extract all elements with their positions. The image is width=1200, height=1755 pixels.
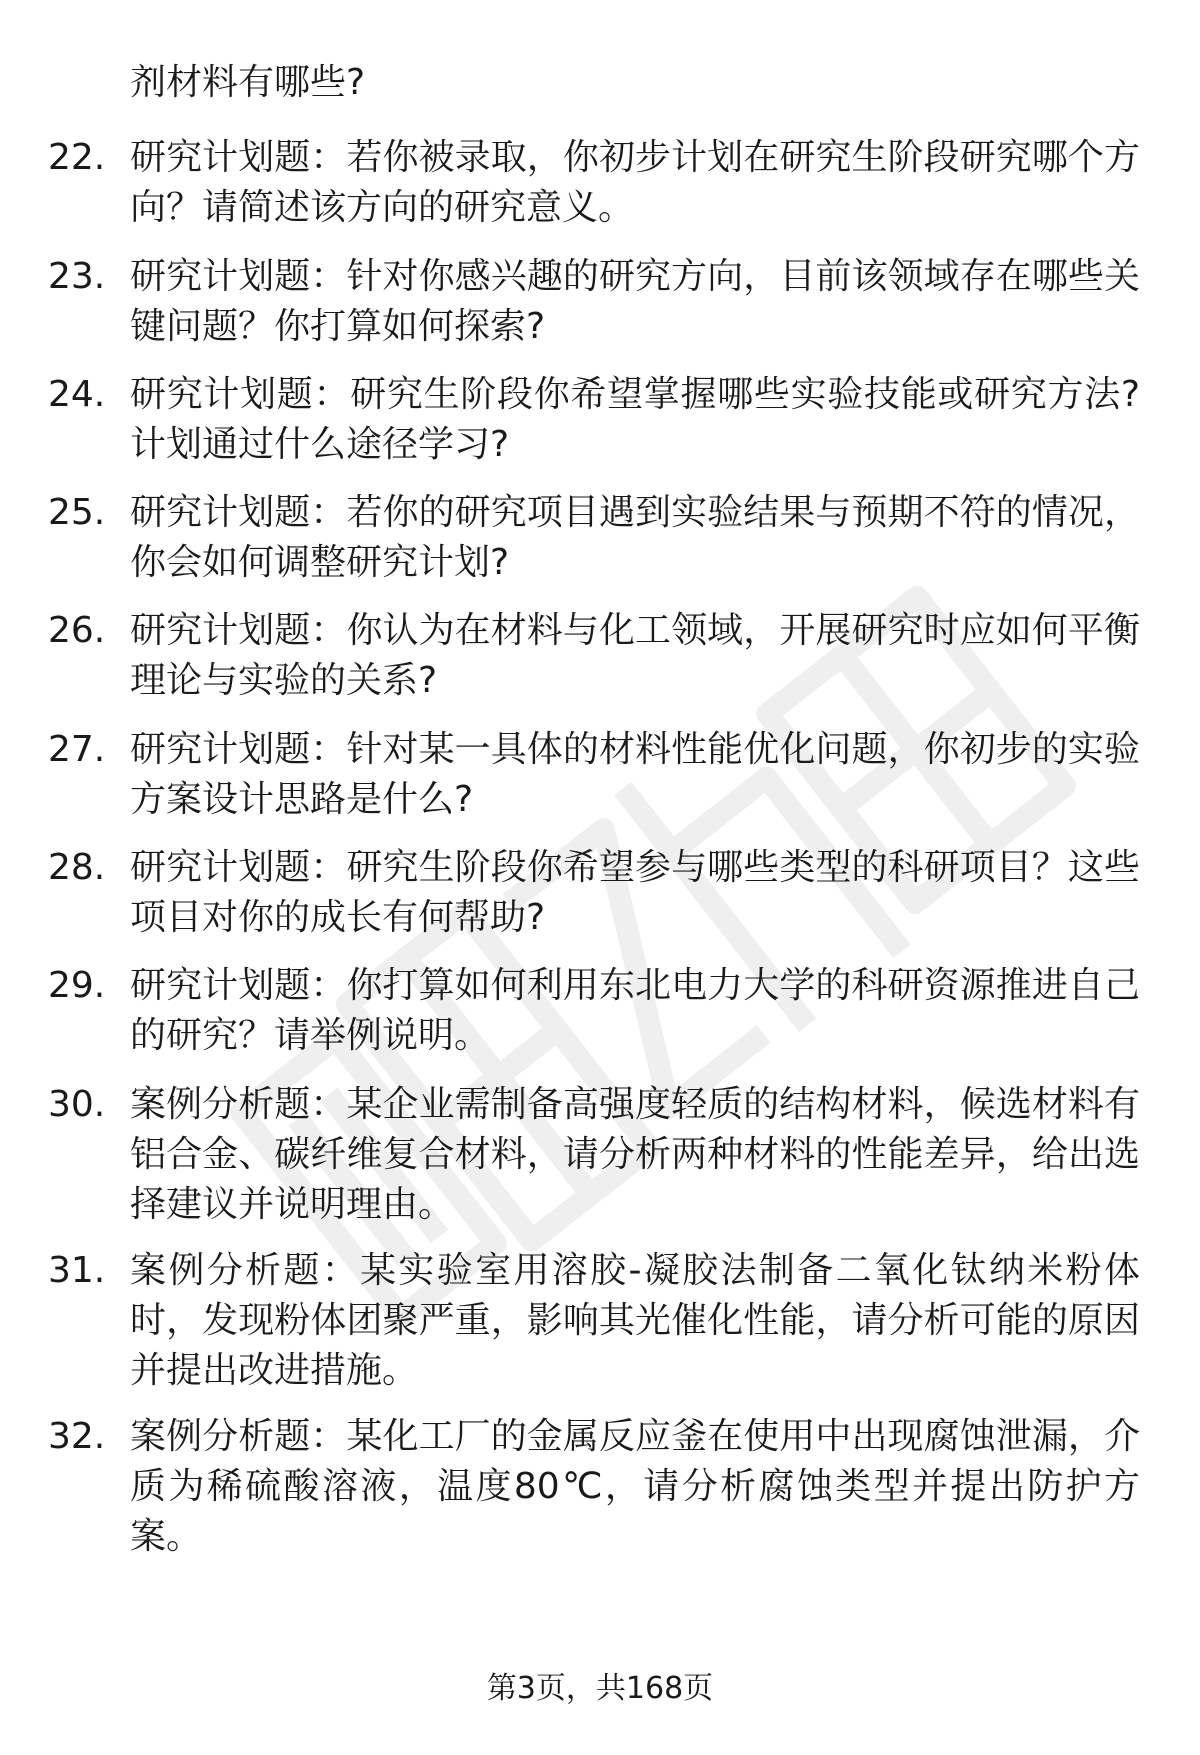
continuation-text: 剂材料有哪些? bbox=[130, 62, 366, 103]
question-number: 26. bbox=[48, 610, 106, 651]
question-text: 研究计划题：你打算如何利用东北电力大学的科研资源推进自己的研究？请举例说明。 bbox=[130, 965, 1140, 1056]
question-number: 30. bbox=[48, 1084, 106, 1125]
question-text: 案例分析题：某实验室用溶胶-凝胶法制备二氧化钛纳米粉体时，发现粉体团聚严重，影响其光催化性能，请分析可能的原因并提出改进措施。 bbox=[130, 1250, 1140, 1391]
question-text: 研究计划题：针对你感兴趣的研究方向，目前该领域存在哪些关键问题？你打算如何探索? bbox=[130, 256, 1140, 347]
question-number: 22. bbox=[48, 137, 106, 178]
question-text: 研究计划题：你认为在材料与化工领域，开展研究时应如何平衡理论与实验的关系? bbox=[130, 610, 1140, 701]
question-number: 28. bbox=[48, 847, 106, 888]
question-number: 32. bbox=[48, 1416, 106, 1457]
question-number: 25. bbox=[48, 492, 106, 533]
question-text: 研究计划题：若你被录取，你初步计划在研究生阶段研究哪个方向？请简述该方向的研究意义。 bbox=[130, 137, 1140, 228]
question-text: 研究计划题：若你的研究项目遇到实验结果与预期不符的情况，你会如何调整研究计划? bbox=[130, 492, 1140, 583]
question-number: 29. bbox=[48, 965, 106, 1006]
question-text: 研究计划题：研究生阶段你希望参与哪些类型的科研项目？这些项目对你的成长有何帮助? bbox=[130, 847, 1140, 938]
question-number: 23. bbox=[48, 256, 106, 297]
question-number: 31. bbox=[48, 1250, 106, 1291]
page-number-footer: 第3页，共168页 bbox=[486, 1671, 714, 1706]
question-text: 案例分析题：某企业需制备高强度轻质的结构材料，候选材料有铝合金、碳纤维复合材料，请分析两种材料的性能差异，给出选择建议并说明理由。 bbox=[130, 1084, 1140, 1225]
question-number: 27. bbox=[48, 729, 106, 770]
question-text: 案例分析题：某化工厂的金属反应釜在使用中出现腐蚀泄漏，介质为稀硫酸溶液，温度80℃，请分析腐蚀类型并提出防护方案。 bbox=[130, 1416, 1140, 1557]
question-text: 研究计划题：研究生阶段你希望掌握哪些实验技能或研究方法?计划通过什么途径学习? bbox=[130, 374, 1140, 465]
question-number: 24. bbox=[48, 374, 106, 415]
question-text: 研究计划题：针对某一具体的材料性能优化问题，你初步的实验方案设计思路是什么? bbox=[130, 729, 1140, 820]
